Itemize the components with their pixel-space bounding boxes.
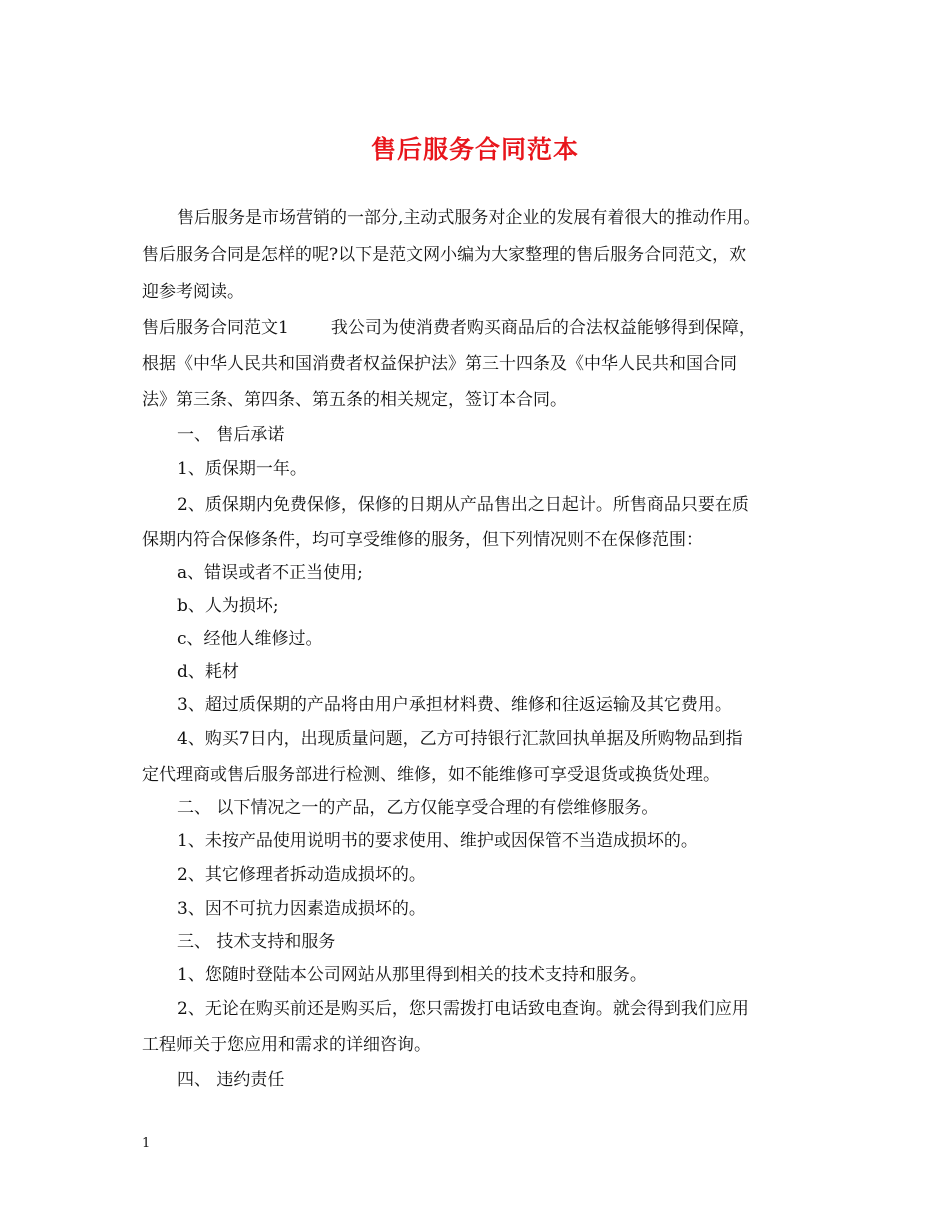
- section3-item1: 1、您随时登陆本公司网站从那里得到相关的技术支持和服务。: [177, 965, 647, 985]
- section1-sub-d: d、耗材: [177, 662, 239, 682]
- section1-sub-a: a、错误或者不正当使用;: [177, 563, 363, 583]
- sample-line-2: 根据《中华人民共和国消费者权益保护法》第三十四条及《中华人民共和国合同: [142, 354, 737, 374]
- section2-item3: 3、因不可抗力因素造成损坏的。: [177, 899, 426, 919]
- sample-first-line: 我公司为使消费者购买商品后的合法权益能够得到保障，: [330, 318, 756, 338]
- intro-line-3: 迎参考阅读。: [142, 282, 244, 302]
- section4-heading: 四、 违约责任: [177, 1070, 285, 1090]
- section1-heading: 一、 售后承诺: [177, 425, 285, 445]
- page-number: 1: [142, 1136, 151, 1151]
- section1-item1: 1、质保期一年。: [177, 459, 307, 479]
- section2-heading: 二、 以下情况之一的产品，乙方仅能享受合理的有偿维修服务。: [177, 798, 659, 818]
- section1-item4-line1: 4、购买7日内，出现质量问题，乙方可持银行汇款回执单据及所购物品到指: [177, 729, 743, 749]
- section3-item2-line1: 2、无论在购买前还是购买后，您只需拨打电话致电查询。就会得到我们应用: [177, 999, 749, 1019]
- section3-heading: 三、 技术支持和服务: [177, 932, 336, 952]
- section1-item4-line2: 定代理商或售后服务部进行检测、维修，如不能维修可享受退货或换货处理。: [142, 765, 720, 785]
- section1-sub-c: c、经他人维修过。: [177, 629, 323, 649]
- section1-sub-b: b、人为损坏;: [177, 596, 279, 616]
- section2-item1: 1、未按产品使用说明书的要求使用、维护或因保管不当造成损坏的。: [177, 831, 698, 851]
- section1-item2-line2: 保期内符合保修条件，均可享受维修的服务，但下列情况则不在保修范围：: [142, 530, 703, 550]
- section3-item2-line2: 工程师关于您应用和需求的详细咨询。: [142, 1035, 431, 1055]
- intro-line-2: 售后服务合同是怎样的呢?以下是范文网小编为大家整理的售后服务合同范文，欢: [142, 245, 747, 265]
- sample-heading-line: [142, 317, 756, 339]
- document-title: 售后服务合同范本: [370, 135, 579, 164]
- section1-item2-line1: 2、质保期内免费保修，保修的日期从产品售出之日起计。所售商品只要在质: [177, 495, 749, 515]
- section2-item2: 2、其它修理者拆动造成损坏的。: [177, 865, 426, 885]
- sample-heading: 售后服务合同范文1: [142, 318, 289, 338]
- intro-line-1: 售后服务是市场营销的一部分,主动式服务对企业的发展有着很大的推动作用。: [177, 208, 761, 228]
- sample-line-3: 法》第三条、第四条、第五条的相关规定，签订本合同。: [142, 390, 567, 410]
- section1-item3: 3、超过质保期的产品将由用户承担材料费、维修和往返运输及其它费用。: [177, 695, 732, 715]
